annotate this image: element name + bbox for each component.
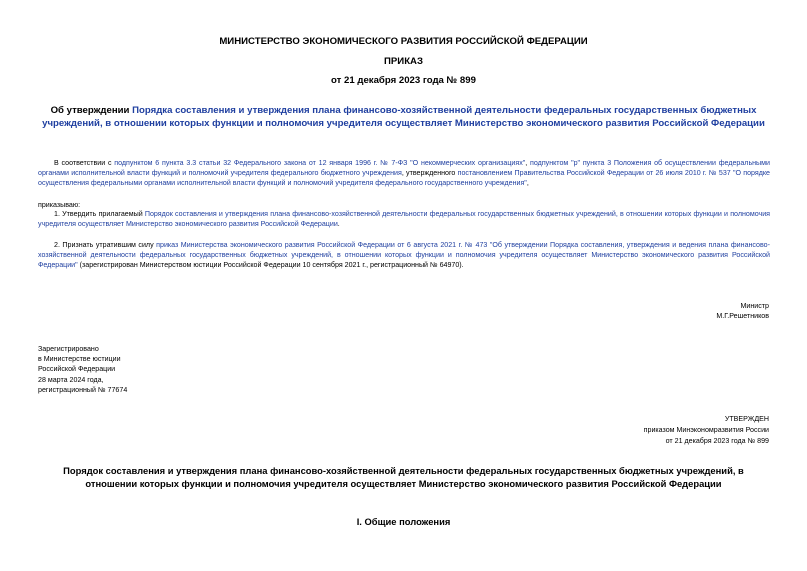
- signature-block: [716, 301, 769, 321]
- preamble-link-law[interactable]: подпунктом 6 пункта 3.3 статьи 32 Федерального закона от 12 января 1996 г. № 7-ФЗ "О некоммерческих организациях": [114, 159, 526, 167]
- registration-line: в Министерстве юстиции: [38, 355, 121, 364]
- item-1-link[interactable]: Порядок составления и утверждения плана финансово-хозяйственной деятельности федеральных государственных бюджетных учреждений, в отношении которых функции и полномочия учредителя осуществляет Министерство экономического развития Российской Федерации: [38, 210, 771, 228]
- preamble-text-3: , утвержденного: [401, 169, 458, 177]
- order-date: от 21 декабря 2023 года № 899: [331, 75, 476, 86]
- section-title: I. Общие положения: [356, 516, 451, 527]
- registration-line: Российской Федерации: [38, 365, 116, 374]
- preamble-paragraph: [38, 158, 770, 188]
- item-1-text-2: .: [337, 220, 340, 228]
- registration-line: регистрационный № 77674: [38, 385, 128, 394]
- order-word: приказываю:: [38, 201, 81, 209]
- signature-name: М.Г.Решетников: [716, 312, 769, 320]
- registration-block: [38, 344, 127, 395]
- order-subject: [40, 104, 767, 130]
- preamble-text-2: ,: [525, 159, 531, 167]
- approval-block: [644, 414, 769, 447]
- registration-line: 28 марта 2024 года,: [38, 375, 104, 384]
- item-2-link[interactable]: приказ Министерства экономического развития Российской Федерации от 6 августа 2021 г. № 473 "Об утверждении Порядка составления, утверждения и ведения плана финансово-хозяйственной деятельности федеральных государственных бюджетных учреждений, в отношении которых функции и полномочия учредителя осуществляет Министерство экономического развития Российской Федерации": [38, 241, 770, 269]
- order-heading: ПРИКАЗ: [384, 56, 423, 67]
- signature-position: Министр: [740, 302, 769, 310]
- preamble-text-1: В соответствии с: [54, 159, 115, 167]
- approval-line: приказом Минэкономразвития России: [643, 426, 769, 434]
- document-title: Порядок составления и утверждения плана финансово-хозяйственной деятельности федеральных государственных бюджетных учреждений, в отношении которых функции и полномочия учредителя осуществляет Министерство экономического развития Российской Федерации: [63, 465, 744, 489]
- approval-line: от 21 декабря 2023 года № 899: [665, 437, 769, 445]
- item-2-text-2: (зарегистрирован Министерством юстиции Российской Федерации 10 сентября 2021 г., регистрационный № 64970).: [77, 261, 464, 269]
- preamble-text-4: ,: [526, 179, 529, 187]
- order-subject-link[interactable]: Порядка составления и утверждения плана финансово-хозяйственной деятельности федеральных государственных бюджетных учреждений, в отношении которых функции и полномочия учредителя осуществляет Министерство экономического развития Российской Федерации: [42, 105, 765, 129]
- order-subject-prefix: Об утверждении: [50, 105, 133, 116]
- item-1-paragraph: [38, 209, 770, 229]
- ministry-heading: МИНИСТЕРСТВО ЭКОНОМИЧЕСКОГО РАЗВИТИЯ РОССИЙСКОЙ ФЕДЕРАЦИИ: [219, 36, 588, 47]
- approval-line: УТВЕРЖДЕН: [724, 415, 769, 423]
- item-2-text-1: 2. Признать утратившим силу: [54, 241, 157, 249]
- preamble-link-regulation[interactable]: подпунктом "р" пункта 3 Положения об осуществлении федеральными органами исполнительной власти функций и полномочий учредителя федерального бюджетного учреждения: [38, 159, 770, 177]
- preamble-link-resolution[interactable]: постановлением Правительства Российской Федерации от 26 июля 2010 г. № 537 "О порядке осуществления федеральными органами исполнительной власти функций и полномочий учредителя федерального государственного учреждения": [38, 169, 770, 187]
- item-1-text-1: 1. Утвердить прилагаемый: [54, 210, 145, 218]
- item-2-paragraph: [38, 240, 770, 270]
- registration-line: Зарегистрировано: [38, 345, 99, 353]
